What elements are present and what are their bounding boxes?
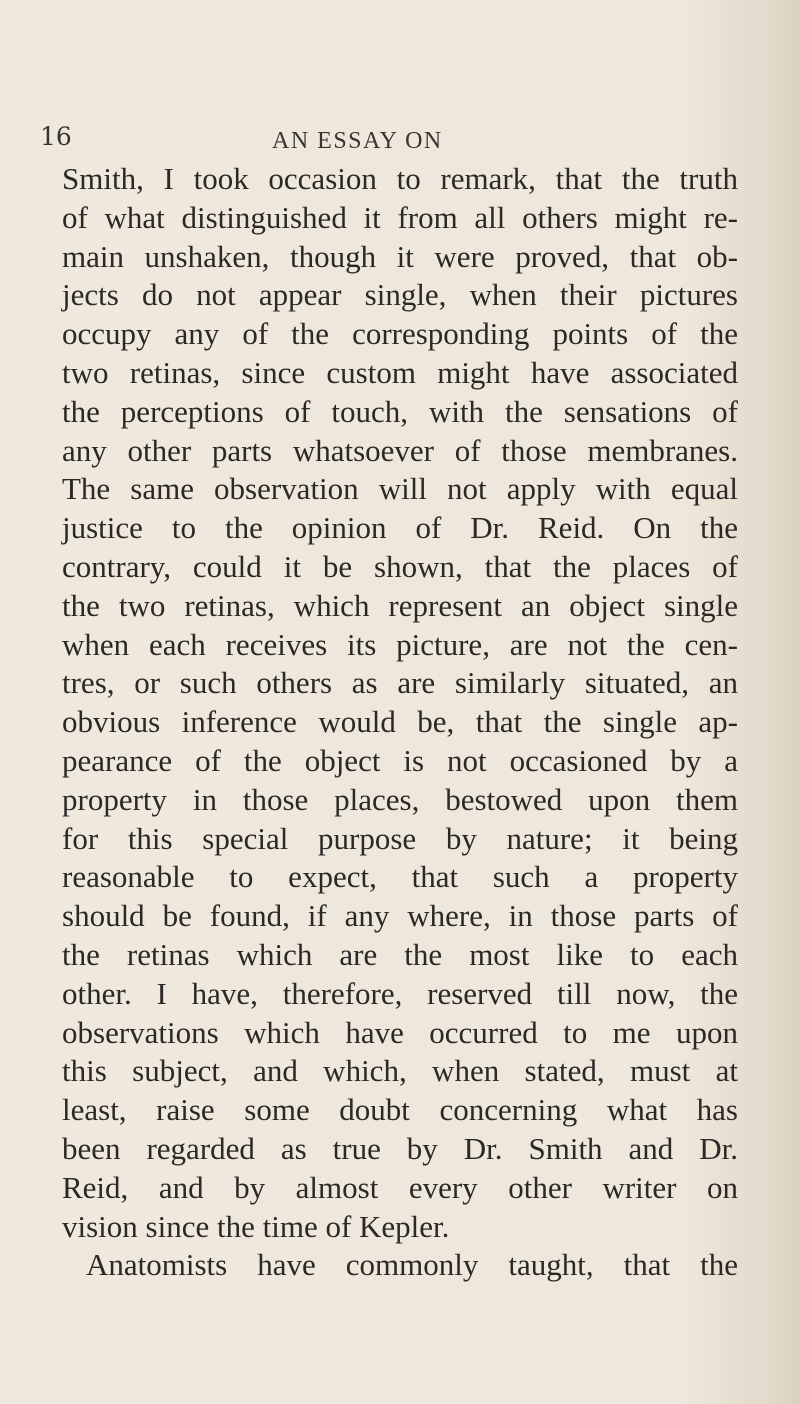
text-line: observations which have occurred to me upon [62,1014,738,1050]
text-line: the perceptions of touch, with the sensations of [62,393,738,429]
text-line: property in those places, bestowed upon them [62,781,738,817]
text-line: tres, or such others as are similarly situated, an [62,665,738,701]
text-line: justice to the opinion of Dr. Reid. On the [62,510,738,546]
text-line: other. I have, therefore, reserved till now, the [62,975,738,1011]
text-line: pearance of the object is not occasioned by a [62,742,738,778]
text-line: jects do not appear single, when their pictures [62,277,738,313]
text-line: been regarded as true by Dr. Smith and Dr. [62,1130,738,1166]
text-line: The same observation will not apply with equal [62,471,738,507]
text-line: vision since the time of Kepler. [62,1208,450,1244]
text-line: for this special purpose by nature; it being [62,820,738,856]
running-title: AN ESSAY ON [272,128,443,154]
text-line: should be found, if any where, in those parts of [62,898,738,934]
text-line: two retinas, since custom might have associated [62,354,738,390]
text-line: obvious inference would be, that the single ap- [62,704,738,740]
text-line: main unshaken, though it were proved, that ob- [62,238,738,274]
text-line: Smith, I took occasion to remark, that the truth [62,161,738,196]
text-line: occupy any of the corresponding points of the [62,316,738,352]
text-line: least, raise some doubt concerning what has [62,1092,738,1128]
running-head [0,122,800,162]
text-line: the retinas which are the most like to each [62,936,738,972]
body-text [62,160,738,1285]
text-line: reasonable to expect, that such a property [62,859,738,895]
text-line: when each receives its picture, are not the cen- [62,626,738,662]
text-line: Reid, and by almost every other writer on [62,1169,738,1205]
text-line: any other parts whatsoever of those membranes. [62,432,738,468]
text-line: of what distinguished it from all others might re- [62,199,738,235]
text-line: contrary, could it be shown, that the places of [62,548,738,584]
text-line: the two retinas, which represent an object single [62,587,738,623]
text-line: Anatomists have commonly taught, that the [86,1247,738,1283]
text-line: this subject, and which, when stated, must at [62,1053,738,1089]
page-number: 16 [40,122,72,151]
